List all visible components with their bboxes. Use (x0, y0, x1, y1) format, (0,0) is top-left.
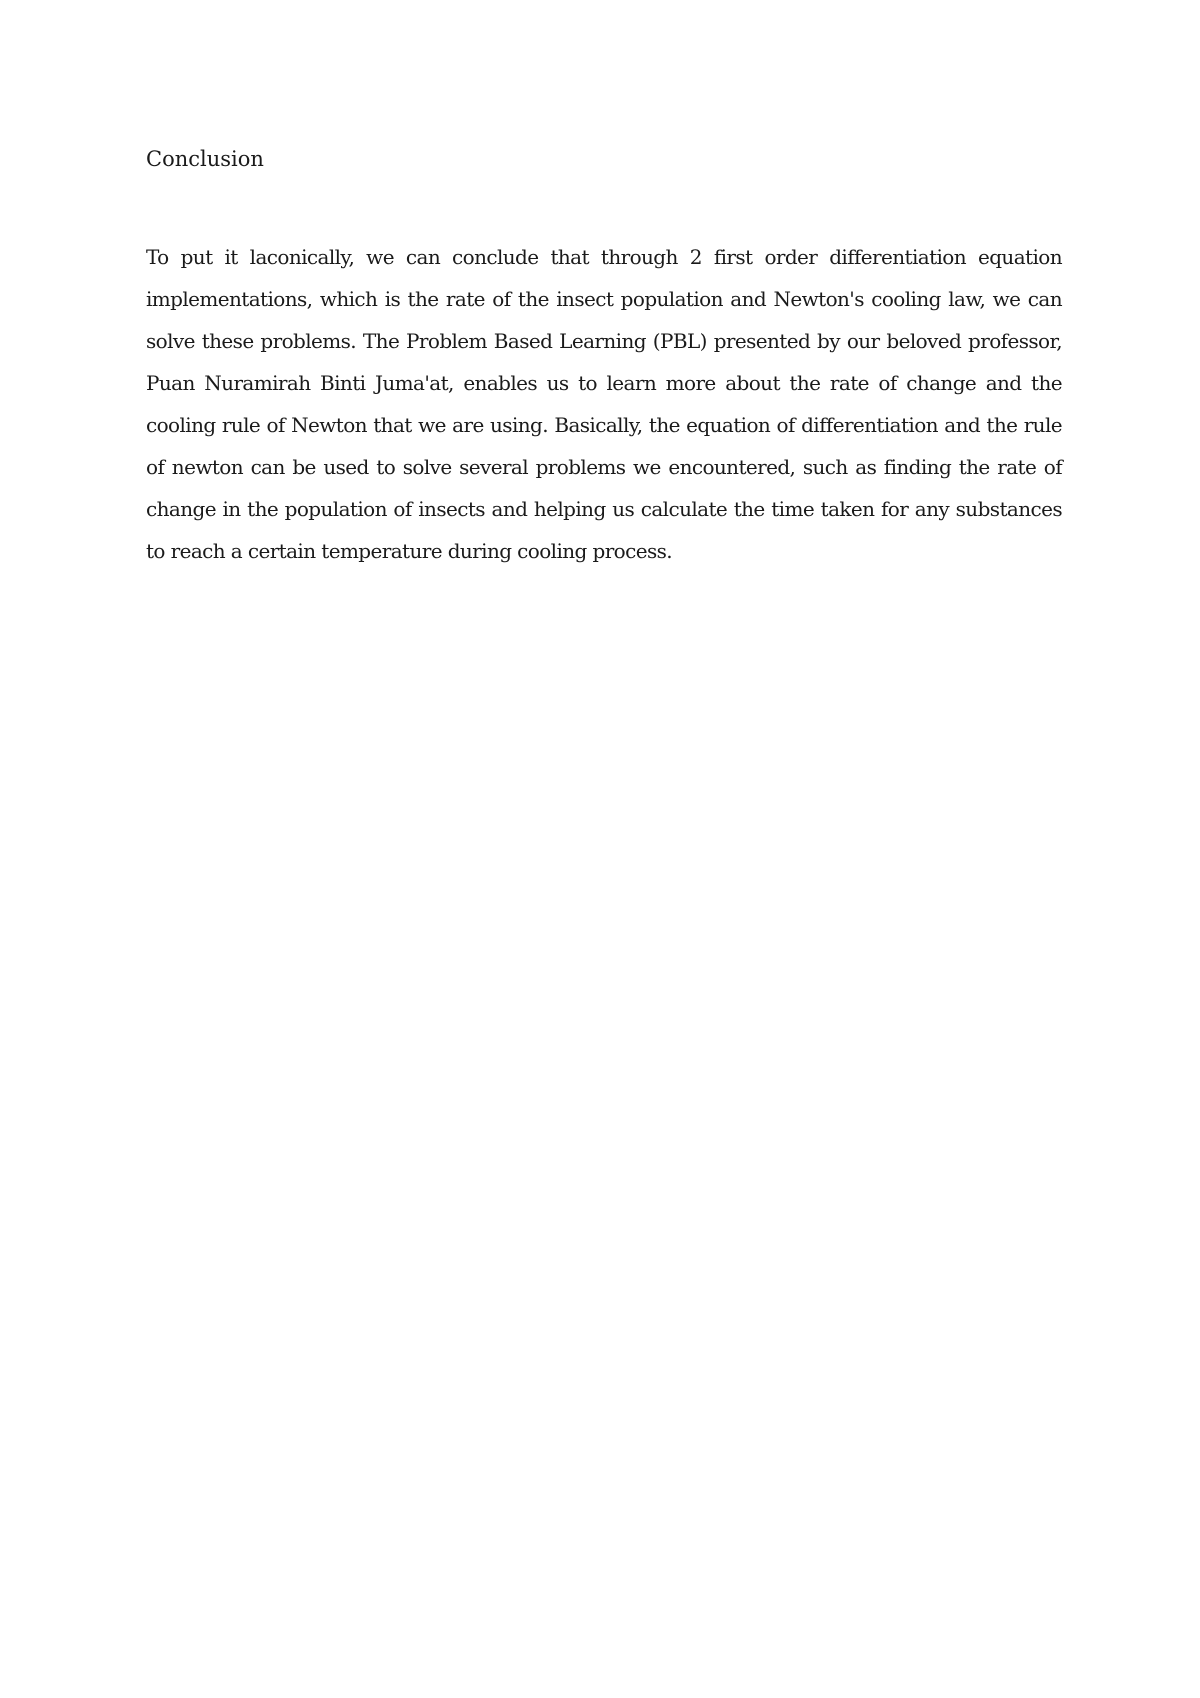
conclusion-paragraph: To put it laconically, we can conclude that through 2 first order differentiation equation implementations, which is the rate of the insect population and Newton's cooling law, we can solve these problems. The Problem Based Learning (PBL) presented by our beloved professor, Puan Nuramirah Binti Juma'at, enables us to learn more about the rate of change and the cooling rule of Newton that we are using. Basically, the equation of differentiation and the rule of newton can be used to solve several problems we encountered, such as finding the rate of change in the population of insects and helping us calculate the time taken for any substances to reach a certain temperature during cooling process. (146, 245, 1062, 563)
section-heading: Conclusion (146, 147, 264, 171)
